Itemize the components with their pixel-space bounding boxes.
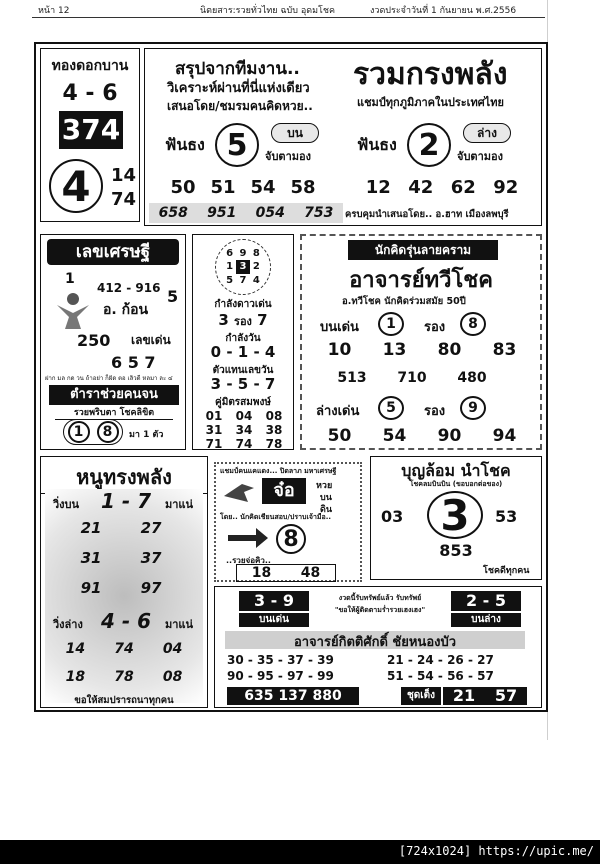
nu-num: 31 [80, 549, 102, 567]
nu-top-rows [61, 519, 181, 609]
jo-pair [236, 564, 336, 582]
nu-num: 08 [162, 669, 183, 685]
summary-num: 62 [450, 177, 476, 198]
star-l1: กำลังดาวเด่น [214, 299, 272, 310]
nu-num: 27 [140, 519, 162, 537]
star-pair: 78 [265, 437, 283, 451]
star-grid-cell: 6 [226, 248, 234, 259]
nu-footer: ขอให้สมปรารถนาทุกคน [74, 695, 174, 706]
boon-right: 53 [495, 507, 518, 526]
teacher-mid: รอง [424, 320, 446, 335]
jo-tag3: ดิน [320, 505, 332, 515]
lek-sethi-sub: รวยพริบตา โชคลิขิต [55, 405, 173, 420]
content-frame [34, 42, 548, 712]
jo-box [214, 462, 362, 582]
nu-bot-label: วิ่งล่าง [53, 618, 83, 631]
summary-triples [149, 203, 343, 223]
kitti-row-left-2: 90 - 95 - 97 - 99 [227, 669, 334, 683]
summary-triple: 054 [255, 205, 285, 221]
star-l1-mid: รอง [234, 315, 252, 328]
kitti-right-label: บนล่าง [451, 613, 521, 627]
summary-triple: 951 [207, 205, 237, 221]
star-l4: คู่มิตรสมพงษ์ [215, 397, 271, 408]
lek-sethi-side: 5 [167, 287, 179, 306]
summary-num: 51 [210, 177, 236, 198]
star-pair: 74 [235, 437, 253, 451]
issue-date: งวดประจำวันที่ 1 กันยายน พ.ศ.2556 [370, 6, 517, 16]
lek-sethi-pair-a: 1 [68, 421, 90, 443]
star-l2: กำลังวัน [225, 333, 261, 344]
kitti-left-label: บนเด่น [239, 613, 309, 627]
kitti-mid2: "ขอให้ผู้ติดตามร่ำรวยเฮงเฮง" [334, 606, 426, 614]
lek-sethi-pair-b: 8 [97, 421, 119, 443]
kitti-triples: 635 137 880 [227, 687, 359, 705]
kitti-left-pair: 3 - 9 [239, 591, 309, 611]
star-l1-a: 3 [218, 311, 229, 329]
lek-sethi-250: 250 [77, 331, 111, 350]
nu-bot-suffix: มาแน่ [165, 618, 194, 631]
nu-top-suffix: มาแน่ [165, 498, 194, 511]
kitti-final-b: 57 [494, 686, 518, 705]
summary-box [144, 48, 542, 226]
summary-nums-right [357, 177, 527, 198]
summary-credit: ครบคุมนำเสนอโดย.. อ.ฮาท เมืองลพบุรี [345, 209, 509, 220]
boon-box [370, 456, 542, 580]
nu-num: 74 [114, 641, 134, 657]
nu-top-pair: 1 - 7 [101, 489, 152, 513]
summary-nums-left [163, 177, 323, 198]
image-footer: [724x1024] https://upic.me/ [0, 840, 600, 864]
gold-pair: 4 - 6 [62, 81, 118, 106]
teacher-num: 10 [327, 340, 352, 360]
nu-num: 21 [80, 519, 102, 537]
nu-bot-pair: 4 - 6 [101, 609, 152, 633]
teacher-num: 50 [327, 426, 352, 446]
summary-bottom-tag: ล่าง [463, 123, 511, 143]
jo-pair-b: 48 [300, 565, 321, 581]
summary-line2: วิเคราะห์ผ่านที่นี่แห่งเดียว [167, 81, 310, 96]
teacher-top-label: บนเด่น [320, 320, 359, 335]
nu-box [40, 456, 208, 708]
magazine-page [30, 0, 548, 740]
lek-sethi-657: 6 5 7 [111, 353, 156, 372]
nu-title: หนูทรงพลัง [41, 461, 207, 494]
teacher-bot-label: ล่างเด่น [316, 404, 360, 419]
star-pair: 34 [235, 423, 253, 437]
kitti-final-a: 21 [452, 686, 476, 705]
star-l1-values [193, 311, 293, 330]
boon-sub: โชคลมบินบิน (ขอบอกต่อของ) [409, 480, 503, 488]
header-rule [32, 17, 545, 18]
summary-line1: สรุปจากทีมงาน.. [175, 59, 300, 79]
teacher-bot-a: 5 [378, 396, 404, 420]
arrow-right-icon [228, 528, 268, 548]
gold-triple: 374 [59, 111, 123, 149]
teacher-num: 80 [437, 340, 462, 360]
kitti-mid1: งวดนี้รับทรัพย์แล้ว รับทรัพย์ [338, 594, 422, 602]
summary-tagline: แชมป์ทุกภูมิภาคในประเทศไทย [357, 96, 504, 109]
nu-num: 91 [80, 579, 102, 597]
teacher-top-b: 8 [460, 312, 486, 336]
lek-sethi-pair-note: มา 1 ตัว [129, 430, 164, 440]
teacher-num: 54 [382, 426, 407, 446]
lek-sethi-note: ฝาก มล กด วน ถ้าอย่า ก็ฝัด ตอ เลิวดี หลมา ละ ๔ [45, 375, 173, 382]
summary-bottom-label: ฟันธง [357, 135, 397, 154]
page-number: หน้า 12 [38, 6, 70, 16]
star-grid-cell: 7 [239, 274, 247, 286]
summary-top-digit: 5 [215, 123, 259, 167]
star-l2-value: 0 - 1 - 4 [210, 343, 276, 361]
nu-num: 97 [140, 579, 162, 597]
nu-num: 14 [65, 641, 86, 657]
teacher-box [300, 234, 542, 450]
summary-num: 92 [493, 177, 519, 198]
jo-tag1: หวย [316, 481, 333, 491]
teacher-badge: นักคิดรุ่นลายคราม [348, 240, 498, 260]
gold-side-bottom: 74 [111, 189, 137, 210]
bird-icon [222, 478, 256, 504]
star-pair: 71 [205, 437, 223, 451]
nu-num: 04 [162, 641, 183, 657]
summary-num: 58 [290, 177, 316, 198]
boon-title: บุญล้อม นำโชค [401, 461, 511, 480]
star-box [192, 234, 294, 450]
jo-top: แชมป์คนแคแดง... ปิดลาภ มหาเศรษฐี [220, 467, 337, 475]
summary-triple: 753 [304, 205, 334, 221]
teacher-num: 94 [492, 426, 517, 446]
teacher-triple: 480 [457, 370, 487, 386]
lek-sethi-title: เลขเศรษฐี [47, 239, 179, 265]
teacher-num: 90 [437, 426, 462, 446]
star-grid-cell: 3 [236, 260, 249, 273]
star-l1-b: 7 [257, 311, 268, 329]
lek-sethi-pair [63, 419, 123, 445]
gold-box [40, 48, 140, 222]
star-grid-cell: 8 [252, 248, 260, 259]
gold-side-top: 14 [111, 165, 137, 186]
star-pair: 08 [265, 409, 283, 423]
summary-line3: เสนอโดย/ชมรมคนคิดหวย.. [167, 99, 313, 113]
star-grid-cell: 5 [226, 274, 234, 286]
magazine-title: นิตยสาร:รวยทั่วไทย ฉบับ อุดมโชค [200, 6, 335, 16]
kitti-row-right-1: 21 - 24 - 26 - 27 [387, 653, 494, 667]
teacher-mid-2: รอง [424, 404, 446, 419]
star-grid-cell: 2 [252, 261, 260, 273]
jo-bottom: ..รวยจ่อคิว.. [226, 556, 271, 565]
jo-pair-a: 18 [251, 565, 272, 581]
star-grid-cell: 9 [239, 248, 247, 259]
teacher-credit: อ.ทวีโชค นักคิดร่วมสมัย 50ปี [342, 296, 466, 307]
kitti-title: อาจารย์กิตติศักดิ์ ชัยหนองบัว [225, 631, 525, 649]
jo-digit: 8 [276, 524, 306, 554]
kitti-box [214, 586, 542, 708]
teacher-top-nums [312, 340, 532, 360]
teacher-num: 83 [492, 340, 517, 360]
lek-sethi-box [40, 234, 186, 450]
jo-brand: จ๋อ [262, 478, 306, 504]
summary-num: 50 [170, 177, 196, 198]
star-grid-cell: 4 [252, 274, 260, 286]
teacher-triples [322, 370, 502, 386]
teacher-triple: 513 [337, 370, 367, 386]
boon-left: 03 [381, 507, 404, 526]
summary-bottom-digit: 2 [407, 123, 451, 167]
jo-tag2: บน [320, 493, 332, 503]
star-grid-cell: 1 [226, 261, 234, 273]
teacher-title: อาจารย์ทวีโชค [349, 267, 493, 293]
teacher-num: 13 [382, 340, 407, 360]
summary-num: 54 [250, 177, 276, 198]
kitti-row-right-2: 51 - 54 - 56 - 57 [387, 669, 494, 683]
teacher-triple: 710 [397, 370, 427, 386]
kitti-final-label: ชุดเต็ง [401, 687, 441, 705]
summary-top-sub: จับตามอง [265, 150, 311, 163]
summary-brand: รวมกรงพลัง [353, 57, 508, 92]
star-l3-value: 3 - 5 - 7 [210, 375, 276, 393]
kitti-final [443, 687, 527, 705]
summary-top-tag: บน [271, 123, 319, 143]
gold-title: ทองดอกบาน [51, 58, 129, 74]
kitti-row-left-1: 30 - 35 - 37 - 39 [227, 653, 334, 667]
lek-sethi-banner: ตำราช่วยคนจน [49, 385, 179, 405]
teacher-bot-nums [312, 426, 532, 446]
boon-triple: 853 [439, 541, 473, 560]
star-pair: 38 [265, 423, 283, 437]
jo-credit: โดย.. นักคิดเชียนสอบ/ปราบเจ้ามือ.. [220, 513, 332, 521]
boon-foot: โชคดีทุกคน [483, 566, 530, 576]
summary-triple: 658 [158, 205, 188, 221]
star-pair: 04 [235, 409, 253, 423]
nu-num: 78 [114, 669, 134, 685]
lek-sethi-line2: 412 - 916 [97, 281, 161, 295]
person-figure-icon [53, 291, 93, 331]
star-pairs [199, 409, 289, 451]
boon-big: 3 [427, 491, 483, 539]
kitti-right-pair: 2 - 5 [451, 591, 521, 611]
summary-num: 42 [408, 177, 434, 198]
nu-num: 18 [65, 669, 86, 685]
gold-big-digit: 4 [49, 159, 103, 213]
summary-top-label: ฟันธง [165, 135, 205, 154]
lek-sethi-teacher: อ. ก้อน [103, 302, 149, 318]
lek-sethi-lead: เลขเด่น [131, 333, 171, 347]
teacher-top-a: 1 [378, 312, 404, 336]
star-grid [223, 247, 263, 287]
teacher-bot-b: 9 [460, 396, 486, 420]
star-pair: 01 [205, 409, 223, 423]
nu-num: 37 [140, 549, 162, 567]
summary-num: 12 [365, 177, 391, 198]
nu-top-label: วิ่งบน [53, 498, 80, 511]
star-l3: ตัวแทนเลขวัน [212, 365, 274, 376]
summary-bottom-sub: จับตามอง [457, 150, 503, 163]
lek-sethi-line1: 1 [65, 271, 75, 287]
star-pair: 31 [205, 423, 223, 437]
nu-bot-rows [51, 641, 197, 697]
